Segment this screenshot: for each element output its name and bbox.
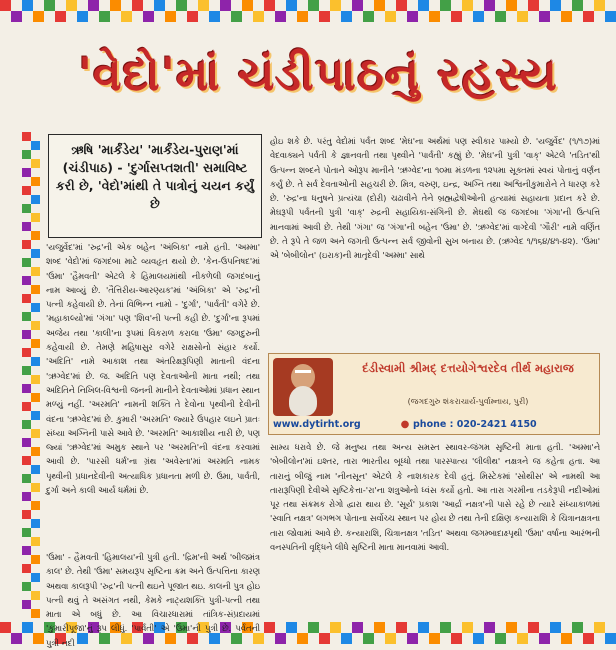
border-square	[31, 267, 40, 276]
border-square	[473, 11, 484, 22]
border-square	[264, 622, 275, 633]
border-square	[396, 622, 407, 633]
border-square	[517, 633, 528, 644]
border-square	[31, 339, 40, 348]
border-square	[242, 0, 253, 11]
border-square	[495, 633, 506, 644]
border-square	[22, 402, 31, 411]
border-square	[143, 11, 154, 22]
border-square	[22, 186, 31, 195]
border-square	[31, 195, 40, 204]
border-square	[429, 11, 440, 22]
border-square	[484, 0, 495, 11]
border-square	[22, 276, 31, 285]
border-square	[31, 555, 40, 564]
border-square	[31, 447, 40, 456]
border-square	[275, 633, 286, 644]
border-square	[341, 11, 352, 22]
border-square	[31, 303, 40, 312]
phone-icon: ●	[400, 419, 410, 430]
border-square	[22, 0, 33, 11]
border-square	[451, 11, 462, 22]
border-square	[22, 510, 31, 519]
body-paragraph-col1-bottom: 'ઉમા' - હૈમવતી 'હિમાલય'ની પુત્રી હતી. 'દ્રિમ'ની અર્થ 'બીજમંત્ર કાલ' છે. તેથી 'ઉમા' સમયરૂપ સૃષ્ટિના ક્રમ અને ઉત્પત્તિના કારણ અથવા કાલરૂપી 'રુદ્ર'ની પત્ની થઇને પૂજાત થઇ. કાલની પુત્ર હોઇ પત્ની થવું તે અસંગત નથી, કેમકે નાટ્યશક્તિ પુત્રી-પત્ની તથા માતા એ બધું છે. આ વિચારધારામાં તાંત્રિક-સંપ્રદાયમાં 'કુમારીપૂજા'નું રૂપ લીધું. 'પાર્વતી' એ 'ઉમા'ની પુત્રી છે. પર્વતની પુત્રી નદી	[46, 552, 260, 648]
border-square	[418, 0, 429, 11]
border-square	[341, 633, 352, 644]
border-square	[66, 0, 77, 11]
border-square	[561, 633, 572, 644]
border-square	[31, 141, 40, 150]
border-square	[583, 633, 594, 644]
border-square	[110, 0, 121, 11]
border-square	[187, 11, 198, 22]
border-square	[22, 546, 31, 555]
border-square	[286, 622, 297, 633]
border-square	[121, 11, 132, 22]
border-square	[22, 492, 31, 501]
border-square	[572, 622, 583, 633]
border-square	[22, 366, 31, 375]
border-square	[594, 0, 605, 11]
border-square	[22, 474, 31, 483]
border-square	[31, 159, 40, 168]
border-square	[528, 622, 539, 633]
border-square	[22, 582, 31, 591]
border-square	[418, 622, 429, 633]
border-square	[495, 11, 506, 22]
border-square	[440, 622, 451, 633]
border-square	[22, 528, 31, 537]
border-square	[31, 321, 40, 330]
border-square	[220, 0, 231, 11]
border-square	[22, 240, 31, 249]
ad-website: www.dytirht.org	[273, 419, 361, 430]
border-square	[22, 438, 31, 447]
border-square	[33, 633, 44, 644]
border-square	[77, 11, 88, 22]
border-square	[31, 213, 40, 222]
border-square	[31, 501, 40, 510]
border-square	[473, 633, 484, 644]
portrait-tilak	[295, 370, 311, 373]
border-square	[11, 11, 22, 22]
border-square	[22, 258, 31, 267]
border-square	[22, 600, 31, 609]
border-square	[31, 573, 40, 582]
border-square	[319, 633, 330, 644]
body-paragraph-col2-top: હોઇ શકે છે. પરંતુ વેદોમાં પર્વત શબ્દ 'મેઘ'ના અર્થમાં પણ સ્વીકાર પામ્યો છે. 'યજુર્વેદ' (૧/૧૭)માં વેદવાક્યને પર્વતી કે જ્ઞાનવતી તથા પૃથ્વીને 'પાર્વતી' કહ્યું છે. 'મેઘ'ની પુત્રી 'વાક્' એટલે 'તડિત'થી ઉત્પન્ન શબ્દને પોતાને ઓરૂપ માનીને 'ઋગ્વેદ'ના ૧૦મા મંડળના ૧૨૫મા સૂક્તમાં સ્વયં પોતાનું વર્ણન કર્યું છે. તે સર્વ દેવતાઓની સહચરી છે. મિત્ર, વરુણ, ઇન્દ્ર, અગ્નિ તથા અશ્વિનીકુમારોને તે ધારણ કરે છે. 'રુદ્ર'ના ધનુષને પ્રત્યંચા (દોરી) ચઢાવીને તેને બ્રહ્મદ્વેષીઓની હત્યામાં સહાયતા પ્રદાન કરે છે. મેઘરૂપી પર્વતની પુત્રી 'વાક્' રુદ્રની સહાયિકા-સંગિની છે. મેઘથી જ જગદંબા 'ગંગા'ની ઉત્પત્તિ માનવામાં આવી છે. તેથી 'ગંગા' જ 'ગંગા'ની બહેન 'ઉમા' છે. 'ઋગ્વેદ'માં વાગ્દેવી 'ગૌરી' નામે વર્ણિત છે. તે રૂપે તે જળ અને જગતી ઉત્પન્ન સર્વ જીવોની સુખ બનાય છે. (ઋગ્વેદ ૧/૧૬૪/૪૧-૪૨). 'ઉમા' એ 'બેબીલોન' (ઇરાક)ની માતૃદેવી 'અમ્મા' સાથે	[270, 136, 600, 261]
border-square	[308, 622, 319, 633]
border-square	[440, 0, 451, 11]
border-square	[385, 633, 396, 644]
border-square	[31, 177, 40, 186]
border-square	[31, 231, 40, 240]
checkered-border-left	[22, 132, 40, 622]
border-square	[275, 11, 286, 22]
border-square	[308, 0, 319, 11]
border-square	[22, 294, 31, 303]
border-square	[165, 11, 176, 22]
border-square	[528, 0, 539, 11]
border-square	[22, 456, 31, 465]
border-square	[286, 0, 297, 11]
swami-portrait	[273, 358, 333, 416]
border-square	[22, 330, 31, 339]
border-square	[154, 0, 165, 11]
border-square	[451, 633, 462, 644]
border-square	[209, 11, 220, 22]
advertisement-box	[268, 353, 600, 435]
border-square	[561, 11, 572, 22]
border-square	[22, 312, 31, 321]
border-square	[31, 519, 40, 528]
border-square	[31, 249, 40, 258]
article-title: 'વેદો'માં ચંડીપાઠનું રહસ્ય	[77, 47, 559, 101]
border-square	[22, 168, 31, 177]
border-square	[517, 11, 528, 22]
border-square	[132, 0, 143, 11]
border-square	[396, 0, 407, 11]
border-square	[594, 622, 605, 633]
border-square	[31, 285, 40, 294]
border-square	[462, 0, 473, 11]
ad-subtitle: (જગદગુરુ શંકરાચાર્ય-પુર્વામ્નાય, પુરી)	[407, 397, 529, 406]
border-square	[88, 0, 99, 11]
border-square	[22, 132, 31, 141]
border-square	[484, 622, 495, 633]
border-square	[605, 11, 616, 22]
border-square	[297, 633, 308, 644]
border-square	[22, 348, 31, 357]
border-square	[31, 591, 40, 600]
border-square	[462, 622, 473, 633]
border-square	[198, 0, 209, 11]
border-square	[550, 622, 561, 633]
border-square	[363, 11, 374, 22]
border-square	[374, 0, 385, 11]
border-square	[22, 420, 31, 429]
highlight-text: ઋષિ 'માર્કંડેય' 'માર્કંડેય-પુરાણ'માં (ચંડીપાઠ) - 'દુર્ગાસપ્તશતી' સમાવિષ્ટ કરી છે, 'વેદો'માંથી તે પાત્રોનું ચયન કર્યું છે	[55, 142, 255, 211]
border-square	[264, 0, 275, 11]
border-square	[22, 150, 31, 159]
ad-phone: phone : 020-2421 4150	[413, 419, 537, 430]
ad-heading: દંડીસ્વામી શ્રીમદ્ દત્તયોગેશ્વરદેવ તીર્થ મહારાજ	[362, 361, 574, 375]
border-square	[22, 384, 31, 393]
highlight-box	[48, 134, 262, 238]
border-square	[506, 622, 517, 633]
border-square	[297, 11, 308, 22]
border-square	[605, 633, 616, 644]
border-square	[31, 483, 40, 492]
border-square	[319, 11, 330, 22]
border-square	[407, 11, 418, 22]
border-square	[31, 411, 40, 420]
border-square	[330, 622, 341, 633]
border-square	[407, 633, 418, 644]
border-square	[176, 0, 187, 11]
checkered-border-top	[0, 0, 612, 22]
border-square	[31, 537, 40, 546]
border-square	[99, 11, 110, 22]
border-square	[33, 11, 44, 22]
border-square	[352, 0, 363, 11]
border-square	[385, 11, 396, 22]
border-square	[539, 633, 550, 644]
portrait-beard	[289, 386, 317, 416]
border-square	[44, 0, 55, 11]
border-square	[231, 11, 242, 22]
border-square	[583, 11, 594, 22]
border-square	[550, 0, 561, 11]
border-square	[374, 622, 385, 633]
border-square	[22, 622, 33, 633]
border-square	[22, 204, 31, 213]
border-square	[31, 609, 40, 618]
border-square	[330, 0, 341, 11]
border-square	[539, 11, 550, 22]
border-square	[0, 0, 11, 11]
border-square	[55, 11, 66, 22]
border-square	[22, 564, 31, 573]
border-square	[506, 0, 517, 11]
border-square	[22, 222, 31, 231]
body-paragraph-col1-top: 'યજુર્વેદ'માં 'રુદ્ર'ની એક બહેન 'અંબિકા' નામે હતી. 'અમ્મા' શબ્દ 'વેદો'માં જગદંબા માટે વ્યવહૃત થયો છે. 'કેન-ઉપનિષદ'માં 'ઉમા' 'હૈમવતી' એટલે કે હિમાલયમાંથી નીકળેલી જગદંબાનું નામ આવ્યું છે. 'તૈત્તિરીય-આરણ્યક'માં 'અંબિકા' એ 'રુદ્ર'ની પત્ની કહેવાયી છે. તેનાં વિભિન્ન નામો - 'દુર્ગા', 'પાર્વતી' વગેરે છે. 'મહાકાલ્યો'માં 'ગંગા' પણ 'શિવ'ની પત્ની કહી છે. 'દુર્ગા'ના રૂપમાં અજેય તથા 'કાલી'ના રૂપમાં વિકરાળ કરાલા 'ઉમા' જગદુરુની કહેવાયી છે. તેમણે મહિષાસુર વગેરે રાક્ષસોનો સંહાર કર્યો. 'અદિતિ' નામે આકાશ તથા અંતરિક્ષરૂપિણી માતાની વંદના 'ઋગ્વેદ'માં છે. જ. અદિતિ પણ દેવતાઓની માતા નથી; તથા અદિતિને નિખિલ-વિશ્વની જનની માનીને દેવતાઓમાં પ્રધાન સ્થાન મળ્યું નહીં. 'અરમતિ' નામની શક્તિ તે દેવોના પૃથ્વીની દેવીની વંદના 'ઋગ્વેદ'માં છે. કુમારી 'અરમતિ' જ્યારે ઉપહાર લઇને પ્રાતઃ સંધ્યા અગ્નિની પાસે આવે છે. 'અરમતિ' આકાશીય નારી છે, પણ જ્યાં 'ઋગ્વેદ'માં અમુક સ્થાને પર 'અરમતિ'ની વંદના કરવામાં આવી છે. 'પારસી ધર્મ'ના ગ્રંથ 'અવેસ્તા'માં અરમતિ નામક પૃથ્વીની પ્રધાનદેવીની અત્યાધિક પ્રધાનતા મળી છે. ઉમા, પાર્વતી, દુર્ગા અને કાલી આર્ય ધર્મમાં છે.	[46, 242, 260, 496]
border-square	[31, 393, 40, 402]
border-square	[11, 633, 22, 644]
border-square	[31, 429, 40, 438]
border-square	[352, 622, 363, 633]
body-paragraph-col2-bottom: સામ્ય ધરાવે છે. જે મનુષ્ય તથા અન્ય સમસ્ત સ્થાવર-જંગમ સૃષ્ટિની માતા હતી. 'અમ્મા'ને 'બેબીલોન'માં ઇશ્તર, તારા ભારતીય બૂધ્ધો તથા પારસ્પાત્ય 'લીલીથ' નક્ષત્રને જ કહેતા હતા. આ તારાનું બીજું નામ 'નીનસૂન' એટલે કે નાશકારક દેવી હતું. મિસ્ટેકમાં 'સોથીસ' એ નામથી આ તારારૂપિણી દેવીએ સૃષ્ટિકેત્તા-'રા'ના શત્રુઓનો ધ્વંસ કર્યો હતો. આ તારા ગરમીના તડકેરૂપી નદીઓમાં પૂર તથા સંક્રમક રોગો દ્વારા થાય છે. 'સૂર્ય' પ્રકાશ 'આર્દ્રા નક્ષત્ર'ની પાસે રહે છે ત્યારે સંધ્યાકાળમાં 'સ્વાતિ નક્ષત્ર' લગભગ પોતાના સર્વોચ્ચ સ્થાન પર હોય છે તથા તેની દક્ષિણ કન્યારાશિ કે ચિત્રાનક્ષત્રના તારા જોવામાં આવે છે. કન્યારાશિ, ચિત્રાનક્ષત્ર 'તડિત' અથવા જગમ્બાદાક્ષ્પૃથી 'ઉમા' વર્ષાના આરંભની વનસ્પતિની વૃદ્ધિને લીધે સૃષ્ટિની માતા માનવામાં આવી.	[270, 442, 600, 553]
border-square	[31, 375, 40, 384]
border-square	[0, 622, 11, 633]
border-square	[429, 633, 440, 644]
border-square	[253, 11, 264, 22]
border-square	[31, 357, 40, 366]
border-square	[363, 633, 374, 644]
border-square	[31, 465, 40, 474]
border-square	[572, 0, 583, 11]
